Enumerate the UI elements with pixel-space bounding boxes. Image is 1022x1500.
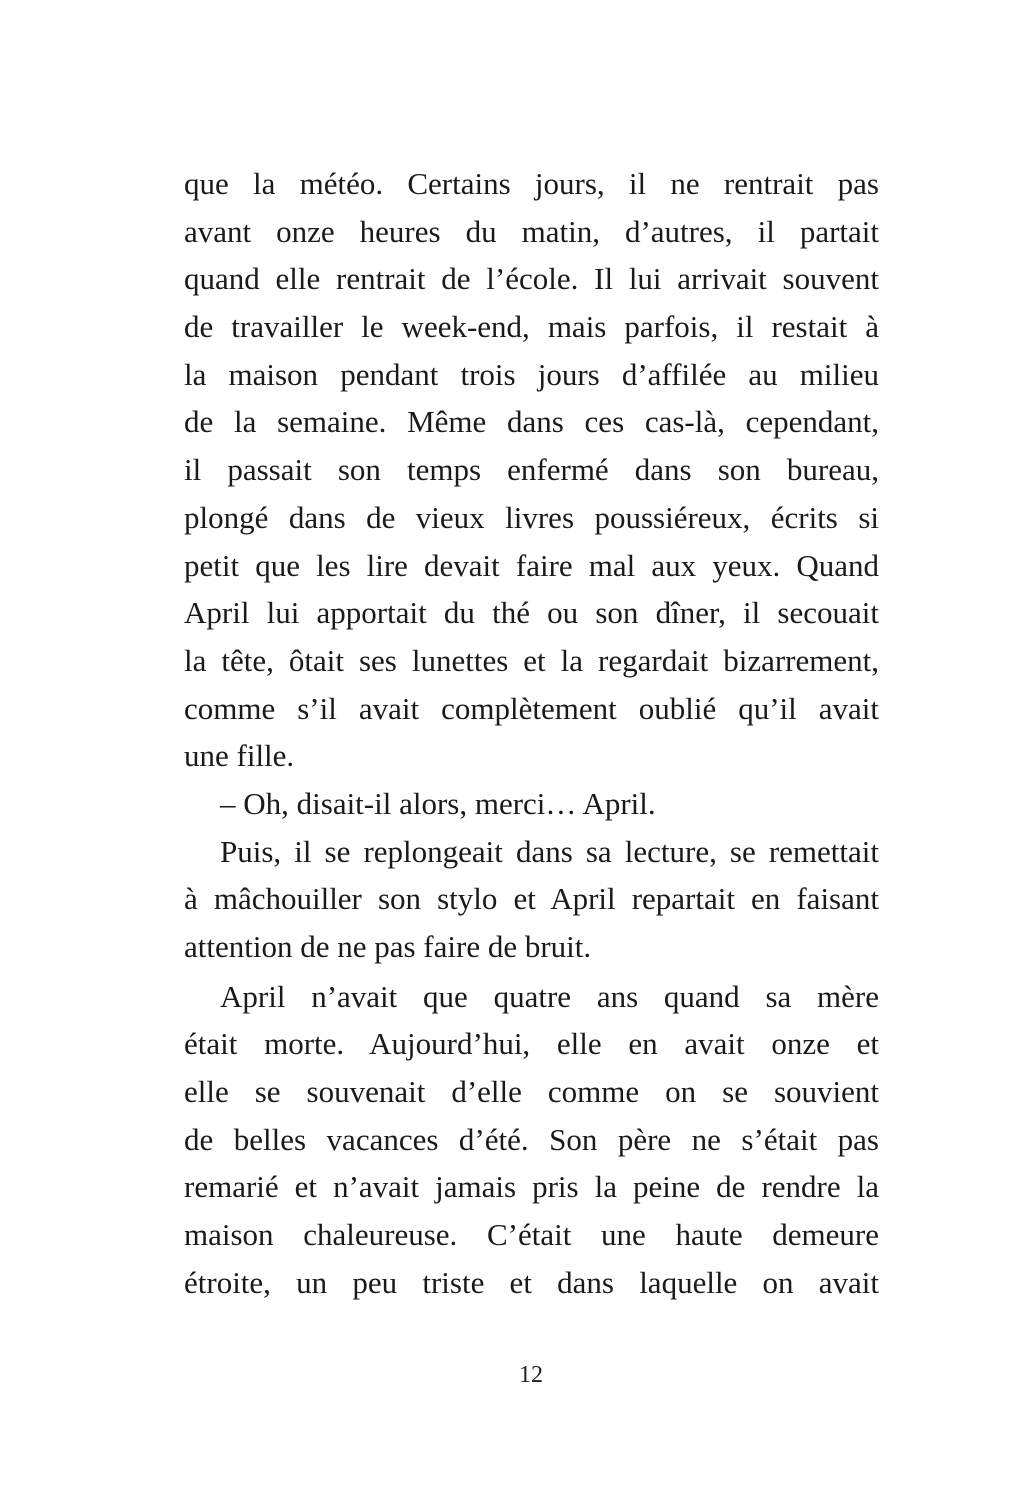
text-line: maison chaleureuse. C’était une haute demeure (184, 1217, 879, 1253)
page-number: 12 (519, 1362, 543, 1388)
text-line: était morte. Aujourd’hui, elle en avait onze et (184, 1026, 879, 1062)
text-line: il passait son temps enfermé dans son bureau, (184, 452, 879, 488)
text-line: que la météo. Certains jours, il ne rentrait pas (184, 166, 879, 201)
text-line: April n’avait que quatre ans quand sa mère (220, 978, 879, 1014)
text-line: plongé dans de vieux livres poussiéreux, écrits si (184, 499, 879, 535)
text-line: avant onze heures du matin, d’autres, il partait (184, 213, 879, 249)
text-line: comme s’il avait complètement oublié qu’il avait (184, 690, 879, 726)
text-line: remarié et n’avait jamais pris la peine de rendre la (184, 1169, 879, 1205)
text-line: – Oh, disait-il alors, merci… April. (220, 785, 656, 821)
body-text (184, 160, 879, 1307)
text-line: de la semaine. Même dans ces cas-là, cependant, (184, 404, 879, 440)
text-line: April lui apportait du thé ou son dîner, il secouait (184, 595, 879, 631)
text-line: Puis, il se replongeait dans sa lecture, se remettait (220, 833, 879, 869)
text-line: de belles vacances d’été. Son père ne s’était pas (184, 1121, 879, 1157)
text-line: à mâchouiller son stylo et April repartait en faisant (184, 881, 879, 917)
text-line: attention de ne pas faire de bruit. (184, 929, 592, 964)
text-line: la tête, ôtait ses lunettes et la regardait bizarrement, (184, 642, 879, 678)
text-line: étroite, un peu triste et dans laquelle on avait (184, 1264, 879, 1300)
text-line: quand elle rentrait de l’école. Il lui arrivait souvent (184, 261, 879, 297)
text-line: la maison pendant trois jours d’affilée au milieu (184, 356, 879, 392)
text-line: une fille. (184, 738, 295, 774)
text-line: de travailler le week-end, mais parfois, il restait à (184, 309, 879, 345)
text-line: petit que les lire devait faire mal aux yeux. Quand (184, 547, 879, 583)
text-line: elle se souvenait d’elle comme on se souvient (184, 1074, 879, 1110)
